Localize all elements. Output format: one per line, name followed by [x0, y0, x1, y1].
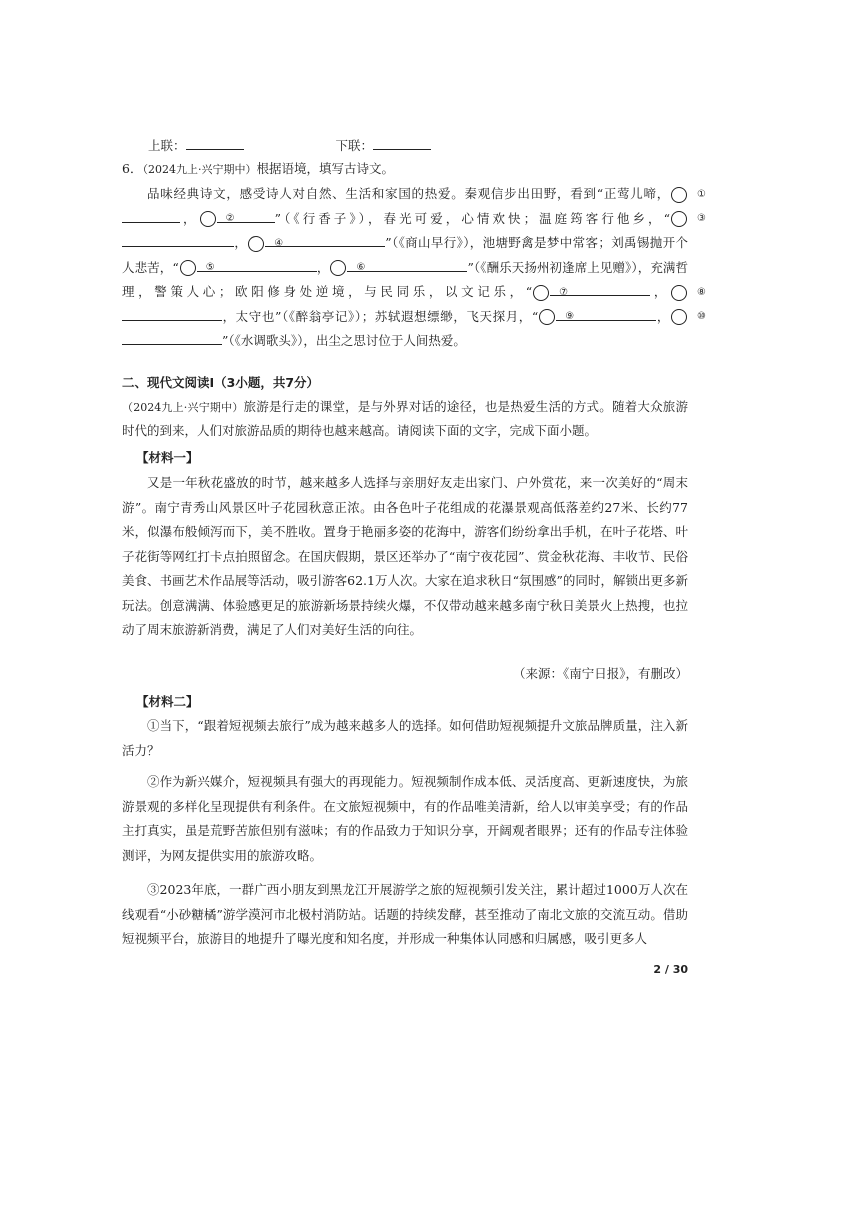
- answer-blank[interactable]: [347, 258, 467, 272]
- blank-number: ⑩: [671, 309, 687, 325]
- question-number: 6．: [122, 161, 143, 176]
- blank-number: ⑥: [330, 260, 346, 276]
- answer-blank[interactable]: [550, 282, 650, 296]
- question-source: （2024九上·兴宁期中）: [142, 163, 257, 176]
- lower-couplet-blank[interactable]: [373, 136, 431, 150]
- page-number: 2 / 30: [653, 963, 688, 976]
- blank-number: ④: [248, 236, 264, 252]
- punctuation: ，: [234, 235, 248, 250]
- answer-blank[interactable]: [217, 209, 275, 223]
- answer-blank[interactable]: [265, 233, 385, 247]
- lower-couplet-label: 下联：: [335, 138, 373, 153]
- section-intro: [122, 395, 688, 442]
- material-2-label: 【材料二】: [136, 694, 199, 709]
- punctuation: ，: [180, 210, 199, 226]
- question-instruction: 根据语境，填写古诗文。: [256, 161, 394, 176]
- intro-text: 旅游是行走的课堂，是与外界对话的途径，也是热爱生活的方式。随着大众旅游时代的到来，人们对旅游品质的期待也越来越高。请阅读下面的文字，完成下面小题。: [122, 399, 688, 438]
- blank-number: ⑧: [671, 285, 687, 301]
- poem-context-text: ”（《酬乐天扬州初逢席上见赠》），充满哲理，警策人心；欧阳修身处逆境，与民同乐，以文记乐，“: [122, 259, 688, 299]
- material-2-paragraph-1: ①当下，“跟着短视频去旅行”成为越来越多人的选择。如何借助短视频提升文旅品牌质量，注入新活力？: [122, 718, 688, 758]
- upper-couplet-blank[interactable]: [186, 136, 244, 150]
- material-1-text: 又是一年秋花盛放的时节，越来越多人选择与亲朋好友走出家门、户外赏花，来一次美好的“周末游”。南宁青秀山风景区叶子花园秋意正浓。由各色叶子花组成的花瀑景观高低落差约27米、长约77米，似瀑布般倾泻而下，美不胜收。置身于艳丽多姿的花海中，游客们纷纷拿出手机，在叶子花塔、叶子花街等网红打卡点拍照留念。在国庆假期，景区还举办了“南宁夜花园”、赏金秋花海、丰收节、民俗美食、书画艺术作品展等活动，吸引游客62.1万人次。大家在追求秋日“氛围感”的同时，解锁出更多新玩法。创意满满、体验感更足的旅游新场景持续火爆，不仅带动越来越多南宁秋日美景火上热搜，也拉动了周末旅游新消费，满足了人们对美好生活的向往。: [122, 475, 688, 637]
- poem-context-text: ”（《水调歌头》），出尘之思讨位于人间热爱。: [222, 333, 466, 348]
- answer-blank[interactable]: [122, 209, 180, 223]
- section-heading: 二、现代文阅读Ⅰ（3小题，共7分）: [122, 375, 320, 390]
- poem-context-text: ，太守也”（《醉翁亭记》）；苏轼遐想缥缈，飞天探月，“: [222, 308, 539, 324]
- blank-number: ②: [200, 211, 216, 227]
- blank-number: ③: [671, 211, 687, 227]
- question-6-header: [122, 161, 688, 178]
- punctuation: ，: [656, 308, 670, 324]
- material-1-label: 【材料一】: [136, 450, 199, 465]
- material-1-source: （来源：《南宁日报》，有删改）: [512, 666, 688, 681]
- blank-number: ⑦: [533, 285, 549, 301]
- blank-number: ⑨: [539, 309, 555, 325]
- answer-blank[interactable]: [122, 331, 222, 345]
- answer-blank[interactable]: [122, 307, 222, 321]
- material-2-paragraph-3: ③2023年底，一群广西小朋友到黑龙江开展游学之旅的短视频引发关注，累计超过1000万人次在线观看“小砂糖橘”游学漠河市北极村消防站。话题的持续发酵，甚至推动了南北文旅的交流互动。借助短视频平台，旅游目的地提升了曝光度和知名度，并形成一种集体认同感和归属感，吸引更多人: [122, 882, 688, 946]
- punctuation: ，: [650, 284, 670, 299]
- question-6-body: [122, 182, 706, 354]
- answer-blank[interactable]: [122, 233, 234, 247]
- blank-number: ①: [671, 187, 687, 203]
- poem-context-text: ”（《行香子》），春光可爱，心情欢快；温庭筠客行他乡，“: [274, 210, 670, 226]
- material-2-paragraph-2: ②作为新兴媒介，短视频具有强大的再现能力。短视频制作成本低、灵活度高、更新速度快，为旅游景观的多样化呈现提供有利条件。在文旅短视频中，有的作品唯美清新，给人以审美享受；有的作品主打真实，虽是荒野苦旅但别有滋味；有的作品致力于知识分享，开阔观者眼界；还有的作品专注体验测评，为网友提供实用的旅游攻略。: [122, 774, 688, 863]
- blank-number: ⑤: [180, 260, 196, 276]
- couplet-row: [148, 136, 714, 154]
- upper-couplet-label: 上联：: [148, 138, 186, 153]
- poem-context-text: ”（《商山早行》），池塘野禽是梦中常客；刘禹锡抛开个人悲苦，“: [122, 235, 688, 275]
- answer-blank[interactable]: [556, 307, 656, 321]
- poem-context-text: 品味经典诗文，感受诗人对自然、生活和家国的热爱。秦观信步出田野，看到“正莺儿啼，: [147, 186, 670, 201]
- punctuation: ，: [316, 259, 330, 275]
- answer-blank[interactable]: [197, 258, 317, 272]
- intro-source: （2024九上·兴宁期中）: [122, 401, 244, 414]
